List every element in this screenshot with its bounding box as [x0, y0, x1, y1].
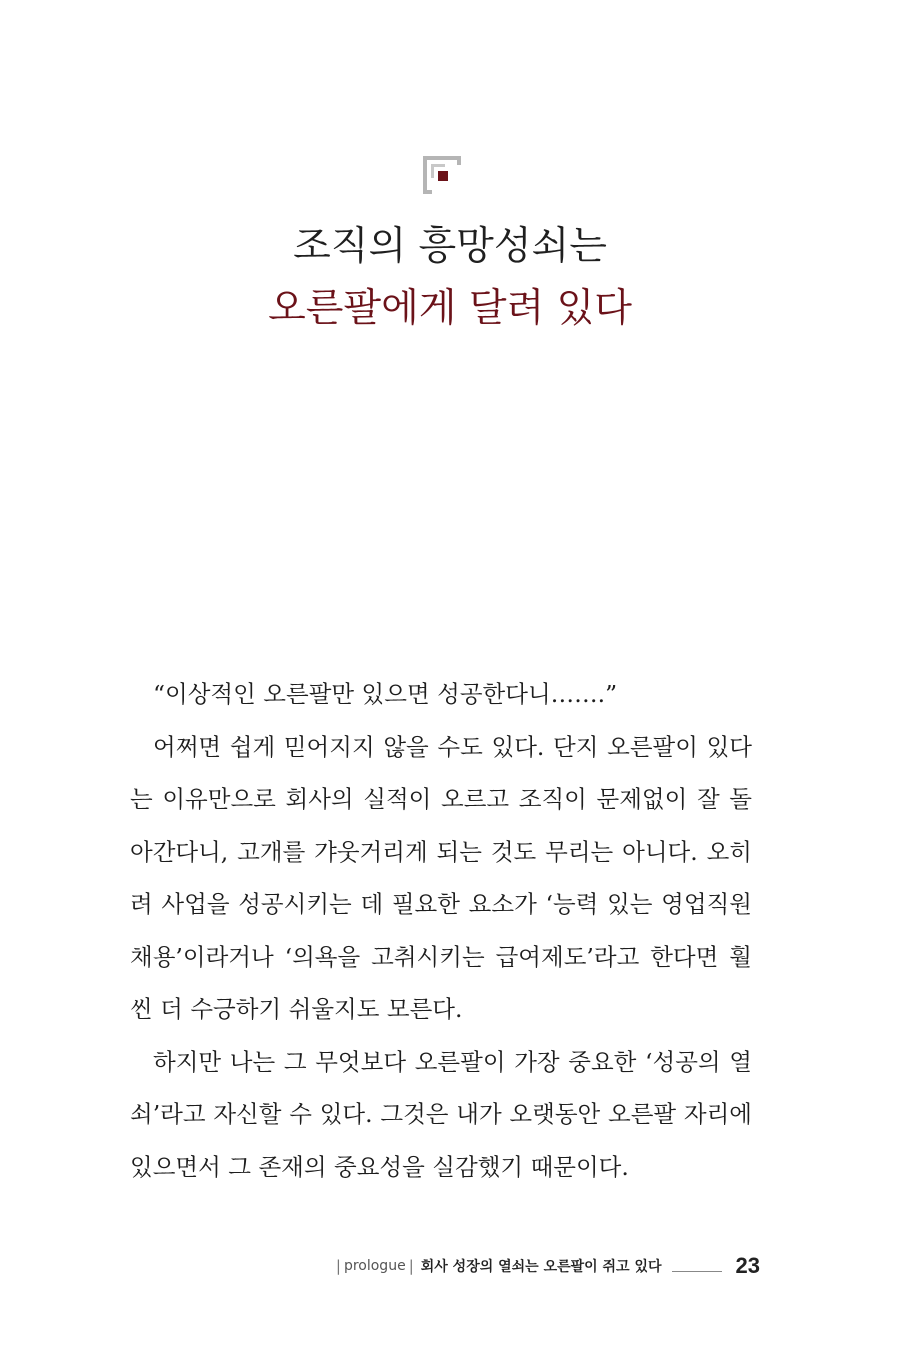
footer-section-label: prologue: [343, 1258, 406, 1274]
body-paragraph-2: 하지만 나는 그 무엇보다 오른팔이 가장 중요한 ‘성공의 열쇠’라고 자신할 수 있다. 그것은 내가 오랫동안 오른팔 자리에 있으면서 그 존재의 중요성을 실감했기 때문이다.: [130, 1047, 752, 1181]
body-paragraph-1: 어쩌면 쉽게 믿어지지 않을 수도 있다. 단지 오른팔이 있다는 이유만으로 회사의 실적이 오르고 조직이 문제없이 잘 돌아간다니, 고개를 갸웃거리게 되는 것도 무리는 아니다. 오히려 사업을 성공시키는 데 필요한 요소가 ‘능력 있는 영업직원 채용’이라거나 ‘의욕을 고취시키는 급여제도’라고 한다면 훨씬 더 수긍하기 쉬울지도 모른다.: [130, 732, 752, 1023]
chapter-title: [0, 216, 900, 340]
footer-rule: [672, 1271, 722, 1272]
page-number: 23: [735, 1253, 760, 1278]
square-bracket-mark-icon: [423, 156, 461, 194]
opening-quote: “이상적인 오른팔만 있으면 성공한다니…….”: [153, 680, 618, 708]
footer-running-title: 회사 성장의 열쇠는 오른팔이 쥐고 있다: [420, 1259, 662, 1275]
chapter-title-line-1: 조직의 흥망성쇠는: [293, 224, 607, 269]
chapter-title-line-2: 오른팔에게 달려 있다: [268, 286, 632, 331]
page-footer: [300, 1248, 760, 1284]
footer-separator-left: |: [335, 1257, 341, 1275]
footer-separator-right: |: [408, 1257, 414, 1275]
body-text: [130, 668, 752, 1193]
